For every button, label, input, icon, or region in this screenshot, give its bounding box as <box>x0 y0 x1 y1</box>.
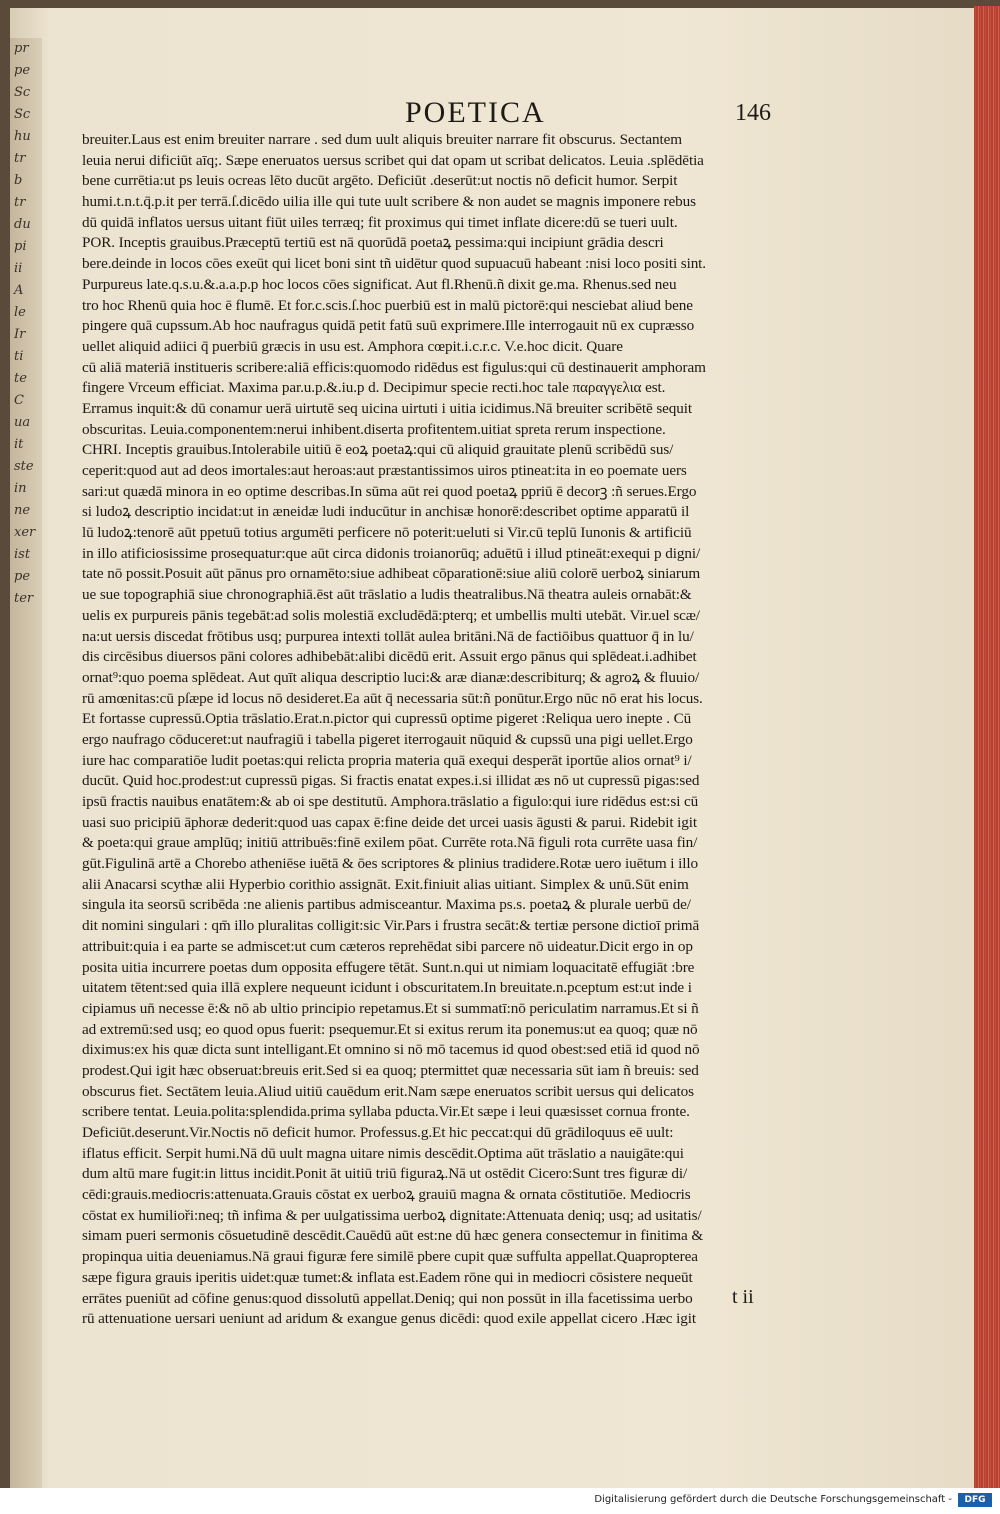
folio-number: 146 <box>735 100 771 126</box>
text-line: uitatem tētent:sed quia illā explere nequeunt icidunt i obscuritatem.In breuitate.n.pceptum est:ut inde i <box>82 979 692 997</box>
text-line: ipsū fractis nauibus enatātem:& ab oi spe destitutū. Amphora.trāslatio a figulo:qui iure ridēdus est:si cū <box>82 793 699 810</box>
margin-fragment: b <box>14 173 23 188</box>
text-line: uasi suo pricipiū āphoræ dederit:quod uas capax ē:fine deide det urcei uasis āgusti & parui. Ridebit igit <box>82 813 697 831</box>
text-line: dū quidā inflatos uersus uitant fiūt uiles terræq; fit proximus qui timet inflate dicere:dū se tueri uult. <box>82 213 678 231</box>
text-line: ergo naufrago cōduceret:ut naufragiū i tabella pigeret iterrogauit nūquid & cupssū una pigi uellet.Ergo <box>82 730 693 748</box>
text-line: prodest.Qui igit hæc obseruat:breuis erit.Sed si ea quoq; ptermittet quæ necessaria sūt iam ñ breuis: sed <box>82 1061 699 1079</box>
text-line: Deficiūt.deserunt.Vir.Noctis nō deficit humor. Professus.g.Et hic peccat:qui dū grādiloquus eē uult: <box>82 1124 674 1141</box>
margin-fragment: ii <box>14 261 23 276</box>
text-line: Et fortasse cupressū.Optia trāslatio.Erat.n.pictor qui cupressū optime pigeret :Reliqua uero inepte . Cū <box>82 710 692 728</box>
red-fore-edge <box>974 6 1000 1488</box>
margin-fragment: du <box>14 217 31 232</box>
text-line: breuiter.Laus est enim breuiter narrare . sed dum uult aliquis breuiter narrare fit obscurus. Sectantem <box>82 131 682 148</box>
margin-fragment: it <box>14 437 24 452</box>
text-line: obscuritas. Leuia.componentem:nerui inhibent.diserta profitentem.uitiat spreta rerum inspectione. <box>82 420 666 438</box>
text-line: rū amœnitas:cū pſæpe id locus nō desideret.Ea aūt q̄ necessaria sūt:ñ ponūtur.Ergo nūc nō erat his locus. <box>82 689 703 707</box>
margin-fragment: le <box>14 305 26 320</box>
text-line: humi.t.n.t.q̄.p.it per terrā.ſ.dicēdo uilia ille qui tute uult scribere & non audet se magnis imponere rebus <box>82 193 696 211</box>
text-line: alii Anacarsi scythæ alii Hyperbio corithio assignāt. Exit.finiuit alias uitiant. Simplex & unū.Sūt enim <box>82 875 689 893</box>
text-line: lū ludoꝝ:tenorē aūt ppetuū totius argumēti perficere nō poterit:ueluti si Vir.cū teplū Iunonis & artificiū <box>82 524 692 542</box>
margin-fragment: tr <box>14 195 26 210</box>
margin-fragment: ne <box>14 503 31 518</box>
text-line: ue sue topographiā siue chronographiā.ēst aūt trāslatio a ludis theatralibus.Nā theatra auleis ornabāt:& <box>82 586 692 604</box>
margin-fragment: ste <box>14 459 34 474</box>
text-line: simam pueri sermonis cōsuetudinē descēdit.Cauēdū aūt est:ne dū hæc genera consectemur in finitima & <box>82 1227 704 1245</box>
running-title: POETICA <box>405 96 546 129</box>
text-line: leuia nerui dificiūt aīq;. Sæpe eneruatos uersus scribet qui dat opam ut scribat delicatos. Leuia .splēdētia <box>82 151 704 169</box>
text-line: na:ut uersis discedat frōtibus usq; purpurea intexti tollāt aulea britāni.Nā de factiōibus quattuor q̄ in lu/ <box>82 627 694 645</box>
text-line: scribere tentat. Leuia.polita:splendida.prima syllaba pducta.Vir.Et sæpe i leui quæsisset cornua fronte. <box>82 1103 690 1121</box>
margin-fragment: ua <box>14 415 31 430</box>
text-line: uelis ex purpureis pānis tegebāt:ad solis molestiā excludēdā:pterq; et umbellis multi utebāt. Vir.uel scæ/ <box>82 606 700 624</box>
text-line: dis circēsibus diuersos pāni colores adhibebāt:alibi dicēdū erit. Assuit ergo pānus qui splēdeat.i.adhibet <box>82 648 697 666</box>
text-line: pingere quā cupssum.Ab hoc naufragus quidā petit fatū suū exprimere.Ille interrogauit nū ex cupræsso <box>82 317 695 335</box>
margin-fragment: ist <box>14 547 31 562</box>
footer-bar <box>0 1488 1000 1514</box>
text-line: diximus:ex his quæ dicta sunt intelligant.Et omnino si nō mō tacemus id quod obest:sed etiā id quod nō <box>82 1041 700 1059</box>
text-line: attribuit:quia i ea parte se admiscet:ut cum cæteros reprehēdat sibi parcere nō uideatur.Dicit ergo in op <box>82 937 693 955</box>
text-line: rū attenuatione uersari ueniunt ad aridum & exangue genus dicēdi: quod exile appellat cicero .Hæc igit <box>82 1310 696 1328</box>
text-line: ornat⁹:quo poema splēdeat. Aut quīt aliqua descriptio luci:& aræ dianæ:describiturq; & agroꝝ & fluuio/ <box>82 668 700 686</box>
text-line: & poeta:qui graue amplūq; initiū attribuēs:finē exilem pōat. Currēte rota.Nā figuli rota currēte uasa fin/ <box>82 834 698 852</box>
margin-fragment: C <box>14 393 24 408</box>
text-line: ad extremū:sed usq; eo quod opus fuerit: psequemur.Et si exitus rerum ita ponemus:ut ea quoq; quæ nō <box>82 1020 698 1038</box>
margin-fragment: pr <box>14 41 29 56</box>
text-line: sæpe figura grauis iperitis uidet:quæ tumet:& inflata est.Eadem rōne qui in mediocri cōsistere nequeūt <box>82 1268 693 1286</box>
margin-fragment: tr <box>14 151 26 166</box>
page-header <box>10 96 975 132</box>
margin-fragment: te <box>14 371 27 386</box>
text-line: obscurus fiet. Sectātem leuia.Aliud uitiū cauēdum erit.Nam sæpe eneruatos scribit uersus qui delicatos <box>82 1082 694 1100</box>
book-page <box>10 8 979 1488</box>
text-line: singula ita seorsū scribēda :ne alienis partibus admisceantur. Maxima ps.s. poetaꝝ & plurale uerbū de/ <box>82 896 691 914</box>
text-line: cū aliā materiā institueris scribere:aliā efficis:quomodo ridēdus est figulus:qui cū destinauerit amphoram <box>82 358 706 376</box>
text-line: bere.deinde in locos cōes exeūt qui licet boni sint tñ uidētur quod supuacuū habeant :nisi loco positi sint. <box>82 255 706 273</box>
text-line: bene currētia:ut ps leuis ocreas lēto ducūt argēto. Deficiūt .deserūt:ut noctis nō deficit humor. Serpit <box>82 172 678 190</box>
commentary-text <box>82 130 822 1330</box>
text-line: posita uitia incurrere poetas dum opposita effugere tētāt. Sunt.n.qui ut nimiam loquacitatē effugiāt :bre <box>82 958 695 976</box>
text-line: dit nomini singulari : qm̄ illo pluralitas colligit:sic Vir.Pars i frustra secāt:& tertiæ persone dictioī primā <box>82 917 700 935</box>
previous-page-edge <box>10 38 42 1488</box>
margin-fragment: ti <box>14 349 24 364</box>
text-line: propinqua uitia deueniamus.Nā graui figuræ fere similē pbere cupit quæ suffulta appellat.Quapropterea <box>82 1248 698 1266</box>
text-line: iure hac comparatiōe ludit poetas:qui relicta propria materia quā exequi desperāt iportūe alios ornat⁹ i/ <box>82 751 692 769</box>
text-line: ceperit:quod aut ad deos imortales:aut heroas:aut præstantissimos uiros ptineat:ita in eo poemate uers <box>82 462 687 479</box>
text-line: cipiamus un̄ necesse ē:& nō ab ultio principio repetamus.Et si summatī:nō periculatim narramus.Et si ñ <box>82 999 699 1017</box>
margin-fragment: pe <box>14 63 31 78</box>
margin-fragment: pi <box>14 239 27 254</box>
text-line: POR. Inceptis grauibus.Præceptū tertiū est nā quorūdā poetaꝝ pessima:qui incipiunt grādia descri <box>82 234 664 252</box>
text-line: dum altū mare fugit:in littus incidit.Ponit āt uitiū triū figuraꝝ.Nā ut ostēdit Cicero:Sunt tres figuræ di/ <box>82 1165 688 1183</box>
margin-fragment: Sc <box>14 107 31 122</box>
text-line: fingere Vrceum efficiat. Maxima par.u.p.&.iu.p d. Decipimur specie recti.hoc tale παραγγελια est. <box>82 379 666 397</box>
text-line: uellet aliquid adiici q̄ puerbiū græcis in usu est. Amphora cœpit.i.c.r.c. V.e.hoc dicit. Quare <box>82 337 623 355</box>
text-line: in illo atificiosissime prosequatur:que aūt circa didonis troianorūq; aduētū i illud ptineāt:exequi p digni/ <box>82 544 701 562</box>
text-line: gūt.Figulinā artē a Chorebo atheniēse iuētā & ōes scriptores & plinius tradidere.Rotæ uero iuētum i illo <box>82 855 698 873</box>
text-line: cēdi:grauis.mediocris:attenuata.Grauis cōstat ex uerboꝝ grauiū magna & ornata cōstitutiōe. Mediocris <box>82 1186 691 1204</box>
margin-fragment: hu <box>14 129 31 144</box>
margin-fragment: Ir <box>14 327 26 342</box>
text-line: si ludoꝝ descriptio incidat:ut in æneidæ ludi inducūtur in anchisæ honorē:describet optime apparatū il <box>82 503 690 521</box>
text-line: iflatus efficit. Serpit humi.Nā dū uult magna uitare nimis descēdit.Optima aūt trāslatio a nauigāte:qui <box>82 1144 684 1162</box>
text-line: tro hoc Rhenū quia hoc ē flumē. Et for.c.scis.ſ.hoc puerbiū est in malū pictorē:qui nesciebat aliud bene <box>82 296 693 314</box>
text-line: errātes pueniūt ad cōfine genus:quod dissolutū appellat.Deniq; qui non possūt in illa facetissima uerbo <box>82 1289 693 1307</box>
funding-credit: Digitalisierung gefördert durch die Deutsche Forschungsgemeinschaft - <box>594 1494 952 1505</box>
text-line: sari:ut quædā minora in eo optime describas.In sūma aūt rei quod poetaꝝ ppriū ē decorꝫ :ñ serues.Ergo <box>82 482 697 500</box>
text-line: Erramus inquit:& dū conamur uerā uirtutē seq uicina uirtuti i uitia icidimus.Nā breuiter scribētē sequit <box>82 399 693 417</box>
text-line: ducūt. Quid hoc.prodest:ut cupressū pigas. Si fractis enatat expes.i.si illidat æs nō ut cupressū pigas:sed <box>82 772 700 790</box>
margin-fragment: A <box>14 283 24 298</box>
margin-fragment: pe <box>14 569 31 584</box>
text-line: cōstat ex humilioři:neq; tñ infima & per uulgatissima uerboꝝ dignitate:Attenuata deniq; usq; ad usitatis/ <box>82 1206 702 1224</box>
margin-fragment: in <box>14 481 27 496</box>
dfg-logo: DFG <box>958 1493 992 1507</box>
margin-fragment: ter <box>14 591 34 606</box>
text-line: Purpureus late.q.s.u.&.a.a.p.p hoc locos cōes significat. Aut fl.Rhenū.ñ dixit ge.ma. Rhenus.sed neu <box>82 275 677 293</box>
text-line: CHRI. Inceptis grauibus.Intolerabile uitiū ē eoꝝ poetaꝝ:qui cū aliquid grauitate plenū scribēdū sus/ <box>82 441 674 459</box>
margin-fragment: xer <box>14 525 36 540</box>
text-line: tate nō possit.Posuit aūt pānus pro ornamēto:siue adhibeat cōparationē:siue aliū colorē uerboꝝ siniarum <box>82 565 701 583</box>
signature-mark: t ii <box>732 1286 754 1308</box>
margin-fragment: Sc <box>14 85 31 100</box>
